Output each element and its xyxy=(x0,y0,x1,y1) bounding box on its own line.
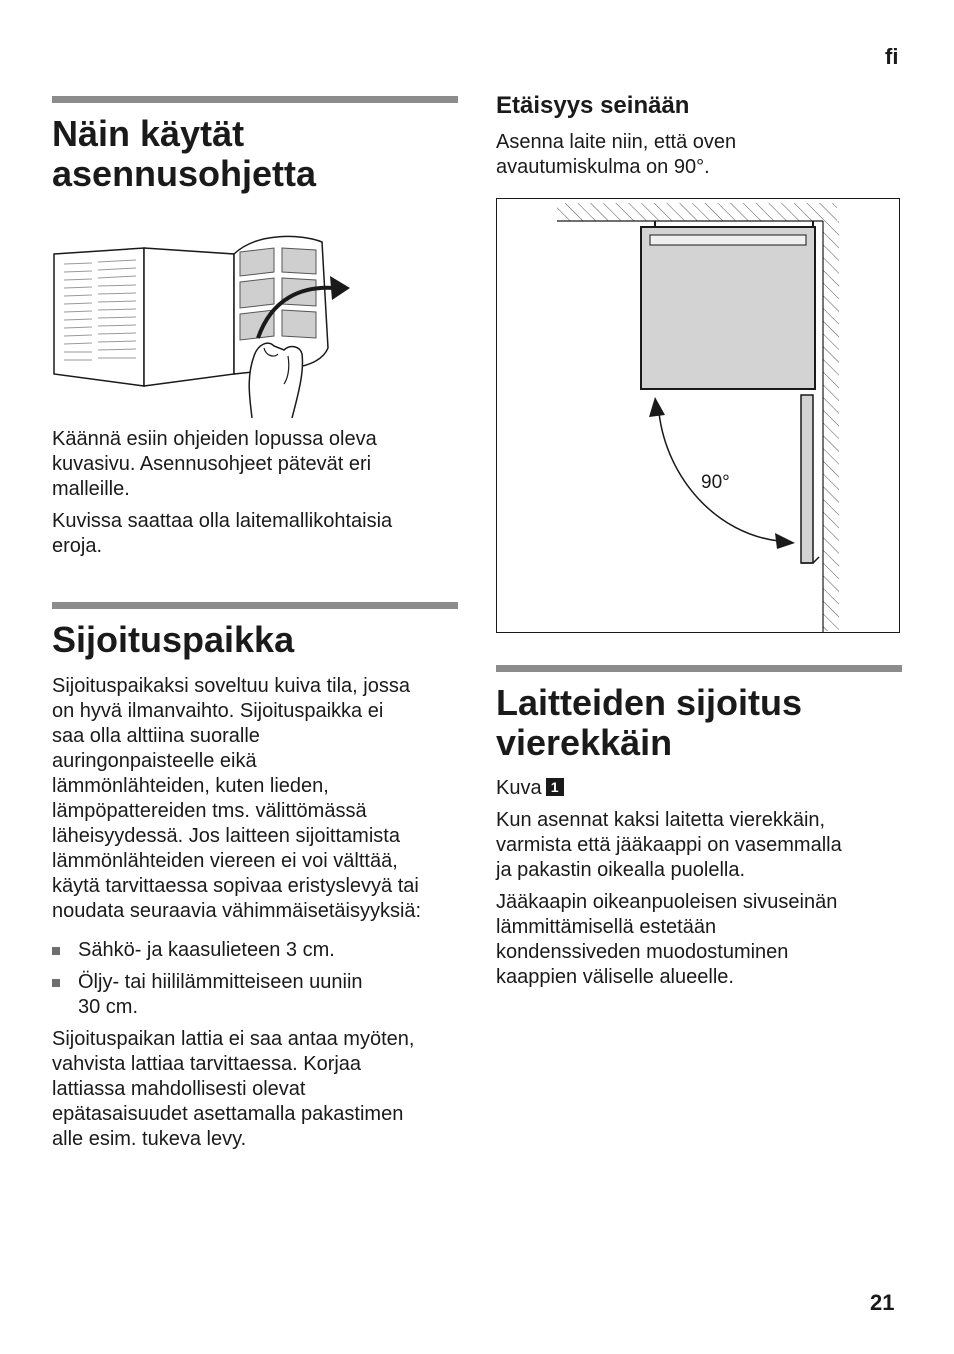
list-item-bullet-2 xyxy=(52,970,462,1020)
text-line: noudata seuraavia vähimmäisetäisyyksiä: xyxy=(52,900,422,922)
text-line: Sijoituspaikan lattia ei saa antaa myöten, xyxy=(52,1028,415,1050)
text-line: alle esim. tukeva levy. xyxy=(52,1128,247,1150)
paragraph-wall-distance xyxy=(496,130,896,180)
bullet-square-icon xyxy=(52,979,60,987)
section-rule xyxy=(52,96,458,103)
paragraph-side-by-side-2 xyxy=(496,890,906,990)
text-line: Käännä esiin ohjeiden lopussa oleva xyxy=(52,428,377,450)
text-line: on hyvä ilmanvaihto. Sijoituspaikka ei xyxy=(52,700,384,722)
section-rule xyxy=(496,665,902,672)
paragraph-instructions-1 xyxy=(52,427,462,502)
section-rule xyxy=(52,602,458,609)
text-line: epätasaisuudet asettamalla pakastimen xyxy=(52,1103,404,1125)
text-line: Sijoituspaikaksi soveltuu kuiva tila, jossa xyxy=(52,675,410,697)
text-line: kondenssiveden muodostuminen xyxy=(496,941,789,963)
text-line: vahvista lattiaa tarvittaessa. Korjaa xyxy=(52,1053,362,1075)
bullet-text: Sähkö- ja kaasulieteen 3 cm. xyxy=(78,939,335,961)
heading-line: asennusohjetta xyxy=(52,153,317,194)
text-line: Kuvissa saattaa olla laitemallikohtaisia xyxy=(52,510,393,532)
angle-label: 90° xyxy=(701,472,730,493)
door-angle-figure xyxy=(496,198,900,633)
text-line: eroja. xyxy=(52,535,103,557)
section-heading-location: Sijoituspaikka xyxy=(52,619,295,660)
door-angle-diagram xyxy=(497,199,899,632)
paragraph-instructions-2 xyxy=(52,509,462,559)
subsection-heading-wall-distance: Etäisyys seinään xyxy=(496,92,690,119)
text-line: malleille. xyxy=(52,478,130,500)
booklet-illustration xyxy=(52,228,362,418)
heading-line: Laitteiden sijoitus xyxy=(496,682,803,723)
text-line: lämmönlähteiden, kuten lieden, xyxy=(52,775,329,797)
text-line: lattiassa mahdollisesti olevat xyxy=(52,1078,306,1100)
figure-reference-label: Kuva xyxy=(496,777,542,799)
text-line: Kun asennat kaksi laitetta vierekkäin, xyxy=(496,809,826,831)
figure-number-badge: 1 xyxy=(546,778,564,796)
bullet-square-icon xyxy=(52,947,60,955)
list-item-bullet-1 xyxy=(52,938,462,963)
text-line: lämpöpattereiden tms. välittömässä xyxy=(52,800,367,822)
text-line: lämmönlähteiden viereen ei voi välttää, xyxy=(52,850,398,872)
paragraph-location-2 xyxy=(52,1027,462,1152)
heading-line: vierekkäin xyxy=(496,722,673,763)
section-heading-side-by-side xyxy=(496,683,906,763)
text-line: käytä tarvittaessa sopivaa eristyslevyä tai xyxy=(52,875,419,897)
text-line: varmista että jääkaappi on vasemmalla xyxy=(496,834,842,856)
paragraph-location-1 xyxy=(52,674,462,924)
bullet-text: 30 cm. xyxy=(78,996,139,1018)
bullet-text: Öljy- tai hiililämmitteiseen uuniin xyxy=(78,971,363,993)
language-tag: fi xyxy=(885,44,899,69)
text-line: Asenna laite niin, että oven xyxy=(496,131,737,153)
text-line: kuvasivu. Asennusohjeet pätevät eri xyxy=(52,453,372,475)
text-line: ja pakastin oikealla puolella. xyxy=(496,859,746,881)
figure-reference xyxy=(496,776,564,801)
text-line: Jääkaapin oikeanpuoleisen sivuseinän xyxy=(496,891,838,913)
paragraph-side-by-side-1 xyxy=(496,808,906,883)
section-heading-instructions xyxy=(52,114,462,194)
text-line: läheisyydessä. Jos laitteen sijoittamista xyxy=(52,825,400,847)
text-line: saa olla alttiina suoralle xyxy=(52,725,260,747)
text-line: kaappien väliselle alueelle. xyxy=(496,966,734,988)
text-line: avautumiskulma on 90°. xyxy=(496,156,710,178)
text-line: lämmittämisellä estetään xyxy=(496,916,717,938)
page-number: 21 xyxy=(870,1290,895,1315)
text-line: auringonpaisteelle eikä xyxy=(52,750,257,772)
heading-line: Näin käytät xyxy=(52,113,245,154)
